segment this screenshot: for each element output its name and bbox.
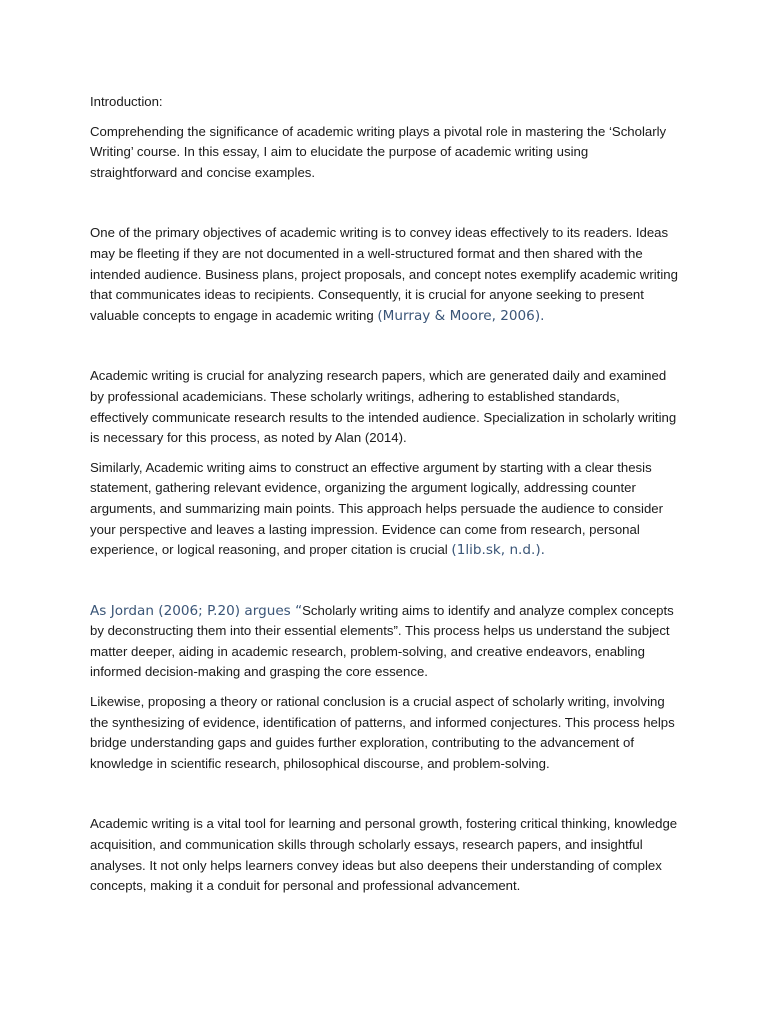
intro-paragraph: Comprehending the significance of academic writing plays a pivotal role in mastering the ‘Scholarly Writing’ course. In this essay, I aim to elucidate the purpose of academic writing using straightforward and concise examples. [90, 123, 667, 180]
paragraph-jordan [90, 601, 678, 683]
citation-jordan: As Jordan (2006; P.20) argues “ [90, 602, 303, 619]
paragraph-ideas [90, 223, 678, 326]
paragraph-ideas-text: One of the primary objectives of academic writing is to convey ideas effectively to its readers. Ideas may be fleeting if they are not documented in a well-structured format and then shared with the intended audience. Business plans, project proposals, and concept notes exemplify academic writing that communicates ideas to recipients. Consequently, it is crucial for anyone seeking to present valuable concepts to engage in academic writing [90, 225, 678, 323]
citation-murray-moore: (Murray & Moore, 2006). [377, 307, 545, 324]
paragraph-argument [90, 458, 678, 561]
paragraph-theory: Likewise, proposing a theory or rational conclusion is a crucial aspect of scholarly writing, involving the synthesizing of evidence, identification of patterns, and informed conjectures. This process helps bridge understanding gaps and guides further exploration, contributing to the advancement of knowledge in scientific research, philosophical discourse, and problem-solving. [90, 694, 675, 771]
paragraph-growth: Academic writing is a vital tool for learning and personal growth, fostering critical thinking, knowledge acquisition, and communication skills through scholarly essays, research papers, and insightful analyses. It not only helps learners convey ideas but also deepens their understanding of complex concepts, making it a conduit for personal and professional advancement. [90, 816, 678, 894]
paragraph-jordan-text: Scholarly writing aims to identify and analyze complex concepts by deconstructing them into their essential elements”. This process helps us understand the subject matter deeper, aiding in academic research, problem-solving, and creative endeavors, enabling informed decision-making and grasping the core essence. [90, 602, 674, 680]
section-heading: Introduction: [90, 94, 163, 109]
paragraph-argument-text: Similarly, Academic writing aims to construct an effective argument by starting with a clear thesis statement, gathering relevant evidence, organizing the argument logically, addressing counter arguments, and summarizing main points. This approach helps persuade the audience to consider your perspective and leaves a lasting impression. Evidence can come from research, personal experience, or logical reasoning, and proper citation is crucial [90, 459, 664, 558]
paragraph-research: Academic writing is crucial for analyzing research papers, which are generated daily and examined by professional academicians. These scholarly writings, adhering to established standards, effectively communicate research results to the intended audience. Specialization in scholarly writing is necessary for this process, as noted by Alan (2014). [90, 368, 677, 446]
citation-1lib: (1lib.sk, n.d.). [451, 542, 545, 559]
document-page [90, 92, 678, 897]
